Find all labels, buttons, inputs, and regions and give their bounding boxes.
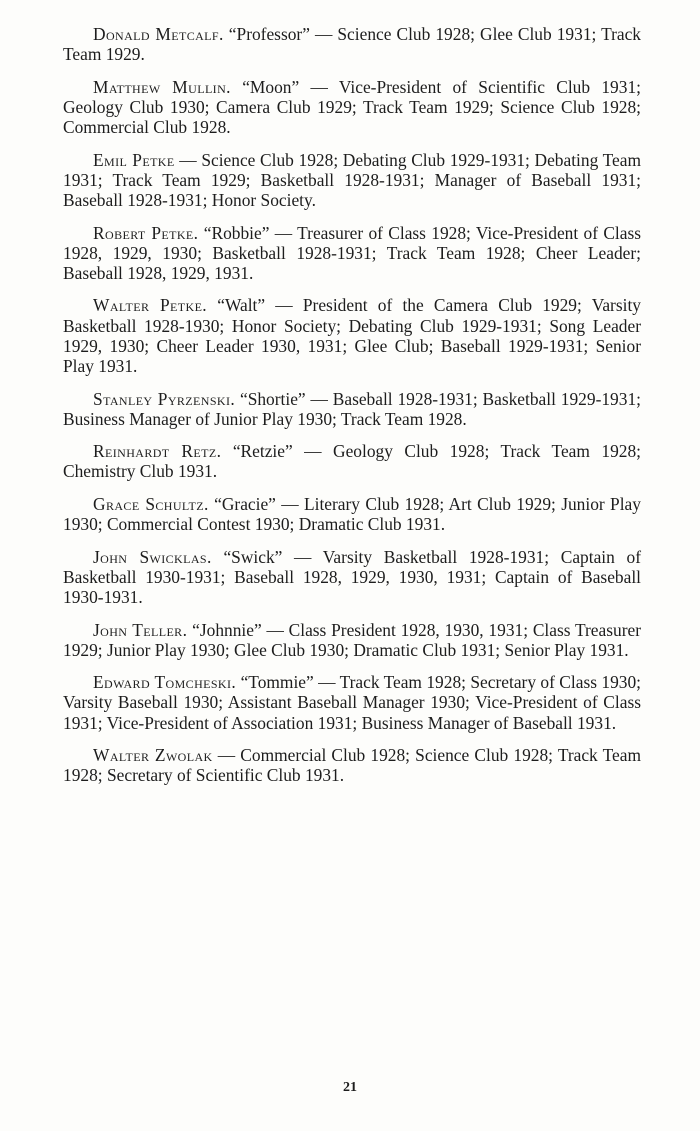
entry-walter-petke <box>63 295 641 376</box>
entry-text: “Professor” — Science Club 1928; Glee Club 1931; Track Team 1929. <box>63 24 642 65</box>
entry-reinhardt-retz <box>63 441 641 481</box>
entry-john-teller <box>63 620 641 660</box>
entry-edward-tomcheski <box>63 672 641 733</box>
entry-name: Grace Schultz. <box>93 493 209 514</box>
entry-text: “Gracie” — Literary Club 1928; Art Club 1929; Junior Play 1930; Commercial Contest 1930; Dramatic Club 1931. <box>63 493 641 535</box>
entry-name: John Teller. <box>93 619 188 640</box>
entry-name: Reinhardt Retz. <box>93 441 222 462</box>
entry-text: “Robbie” — Treasurer of Class 1928; Vice-President of Class 1928, 1929, 1930; Basketball 1928-1931; Track Team 1928; Cheer Leader; Baseball 1928, 1929, 1931. <box>63 222 641 283</box>
entry-matthew-mullin <box>63 77 641 138</box>
entry-name: Walter Zwolak <box>93 745 213 766</box>
entry-text: — Commercial Club 1928; Science Club 1928; Track Team 1928; Secretary of Scientific Club 1931. <box>63 745 641 786</box>
senior-activities-list <box>63 24 641 798</box>
entry-name: Matthew Mullin. <box>93 76 231 97</box>
entry-text: “Shortie” — Baseball 1928-1931; Basketball 1929-1931; Business Manager of Junior Play 1930; Track Team 1928. <box>63 388 641 429</box>
entry-text: “Tommie” — Track Team 1928; Secretary of Class 1930; Varsity Baseball 1930; Assistant Baseball Manager 1930; Vice-President of Class 1931; Vice-President of Association 1931; Business Manager of Baseball 1931. <box>63 672 641 733</box>
entry-text: “Walt” — President of the Camera Club 1929; Varsity Basketball 1928-1930; Honor Society; Debating Club 1929-1931; Song Leader 1929, 1930; Cheer Leader 1930, 1931; Glee Club; Baseball 1929-1931; Senior Play 1931. <box>63 295 641 377</box>
entry-donald-metcalf <box>63 24 641 64</box>
entry-text: “Moon” — Vice-President of Scientific Club 1931; Geology Club 1930; Camera Club 1929; Track Team 1929; Science Club 1928; Commercial Club 1928. <box>63 76 641 138</box>
entry-name: Walter Petke. <box>93 295 208 316</box>
page-number: 21 <box>343 1080 357 1095</box>
entry-name: Robert Petke. <box>93 222 199 243</box>
entry-text: — Science Club 1928; Debating Club 1929-1931; Debating Team 1931; Track Team 1929; Basketball 1928-1931; Manager of Baseball 1931; Baseball 1928-1931; Honor Society. <box>63 149 641 211</box>
entry-emil-petke <box>63 150 641 211</box>
entry-name: Stanley Pyrzenski. <box>93 388 236 409</box>
entry-robert-petke <box>63 223 641 284</box>
entry-name: Donald Metcalf. <box>93 24 224 44</box>
entry-walter-zwolak <box>63 745 641 785</box>
entry-john-swicklas <box>63 547 641 608</box>
entry-name: John Swicklas. <box>93 546 212 567</box>
entry-name: Emil Petke <box>93 149 175 170</box>
entry-text: “Retzie” — Geology Club 1928; Track Team 1928; Chemistry Club 1931. <box>63 441 641 482</box>
entry-name: Edward Tomcheski. <box>93 672 237 693</box>
entry-stanley-pyrzenski <box>63 389 641 429</box>
entry-text: “Johnnie” — Class President 1928, 1930, 1931; Class Treasurer 1929; Junior Play 1930; Glee Club 1930; Dramatic Club 1931; Senior Play 1931. <box>63 619 641 660</box>
entry-text: “Swick” — Varsity Basketball 1928-1931; Captain of Basketball 1930-1931; Baseball 1928, 1929, 1930, 1931; Captain of Baseball 1930-1931. <box>63 546 641 608</box>
entry-grace-schultz <box>63 494 641 534</box>
